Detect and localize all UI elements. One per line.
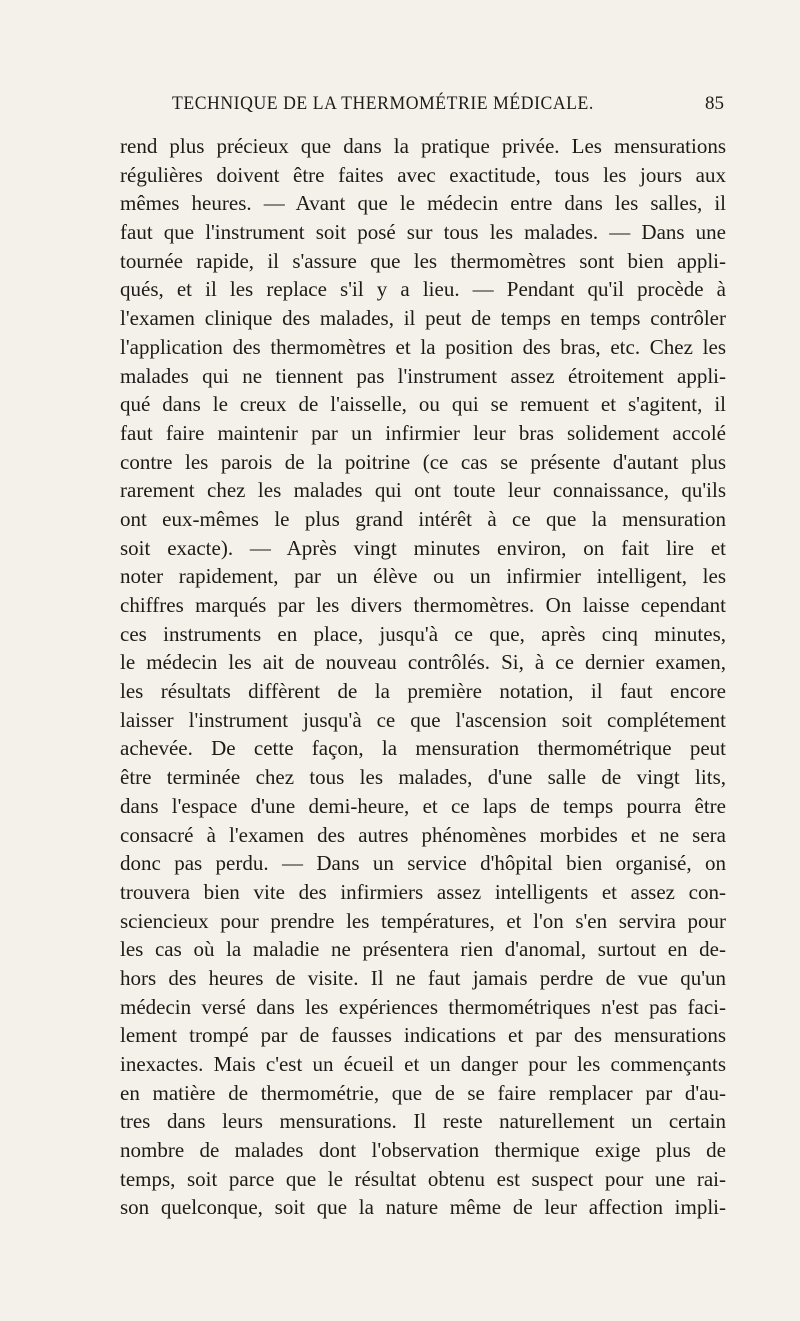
text-line: consacré à l'examen des autres phénomènes morbides et ne sera <box>120 822 726 847</box>
text-line: rend plus précieux que dans la pratique privée. Les mensurations <box>120 134 726 158</box>
text-line: laisser l'instrument jusqu'à ce que l'ascension soit complétement <box>120 707 726 732</box>
text-line: chiffres marqués par les divers thermomètres. On laisse cependant <box>120 593 726 617</box>
text-line: mêmes heures. — Avant que le médecin entre dans les salles, il <box>120 191 726 216</box>
text-line: les résultats diffèrent de la première notation, il faut encore <box>120 679 726 704</box>
text-line: dans l'espace d'une demi-heure, et ce laps de temps pourra être <box>120 793 726 818</box>
text-line: l'application des thermomètres et la position des bras, etc. Chez les <box>120 334 726 359</box>
text-line: lement trompé par de fausses indications et par des mensurations <box>120 1023 726 1048</box>
text-line: trouvera bien vite des infirmiers assez intelligents et assez con- <box>120 879 726 904</box>
text-line: donc pas perdu. — Dans un service d'hôpital bien organisé, on <box>120 851 726 876</box>
text-line: noter rapidement, par un élève ou un infirmier intelligent, les <box>120 564 726 589</box>
text-line: soit exacte). — Après vingt minutes environ, on fait lire et <box>120 535 726 560</box>
text-line: qués, et il les replace s'il y a lieu. — Pendant qu'il procède à <box>120 277 726 302</box>
text-line: temps, soit parce que le résultat obtenu est suspect pour une rai- <box>120 1166 726 1191</box>
text-line: tournée rapide, il s'assure que les thermomètres sont bien appli- <box>120 248 726 273</box>
text-line: les cas où la maladie ne présentera rien d'anomal, surtout en de- <box>120 937 726 962</box>
text-line: régulières doivent être faites avec exactitude, tous les jours aux <box>120 162 726 187</box>
text-line: son quelconque, soit que la nature même de leur affection impli- <box>120 1195 726 1220</box>
text-line: le médecin les ait de nouveau contrôlés. Si, à ce dernier examen, <box>120 650 726 675</box>
text-line: rarement chez les malades qui ont toute leur connaissance, qu'ils <box>120 478 726 503</box>
text-line: achevée. De cette façon, la mensuration thermométrique peut <box>120 736 726 761</box>
text-line: qué dans le creux de l'aisselle, ou qui se remuent et s'agitent, il <box>120 392 726 417</box>
text-line: médecin versé dans les expériences thermométriques n'est pas faci- <box>120 994 726 1019</box>
body-text <box>120 132 726 1222</box>
page-number: 85 <box>705 93 724 114</box>
text-line: sciencieux pour prendre les températures, et l'on s'en servira pour <box>120 908 726 933</box>
text-line: faut faire maintenir par un infirmier leur bras solidement accolé <box>120 420 726 445</box>
text-line: faut que l'instrument soit posé sur tous les malades. — Dans une <box>120 220 726 245</box>
text-line: en matière de thermométrie, que de se faire remplacer par d'au- <box>120 1080 726 1105</box>
text-line: ont eux-mêmes le plus grand intérêt à ce que la mensuration <box>120 506 726 531</box>
text-line: tres dans leurs mensurations. Il reste naturellement un certain <box>120 1109 726 1134</box>
running-header <box>172 93 724 121</box>
text-line: contre les parois de la poitrine (ce cas se présente d'autant plus <box>120 449 726 474</box>
text-line: être terminée chez tous les malades, d'une salle de vingt lits, <box>120 765 726 790</box>
text-line: ces instruments en place, jusqu'à ce que, après cinq minutes, <box>120 621 726 646</box>
text-line: inexactes. Mais c'est un écueil et un danger pour les commençants <box>120 1052 726 1076</box>
text-line: hors des heures de visite. Il ne faut jamais perdre de vue qu'un <box>120 965 726 990</box>
header-title: TECHNIQUE DE LA THERMOMÉTRIE MÉDICALE. <box>172 93 594 114</box>
text-line: l'examen clinique des malades, il peut de temps en temps contrôler <box>120 306 726 331</box>
text-line: nombre de malades dont l'observation thermique exige plus de <box>120 1138 726 1163</box>
text-line: malades qui ne tiennent pas l'instrument assez étroitement appli- <box>120 363 726 388</box>
